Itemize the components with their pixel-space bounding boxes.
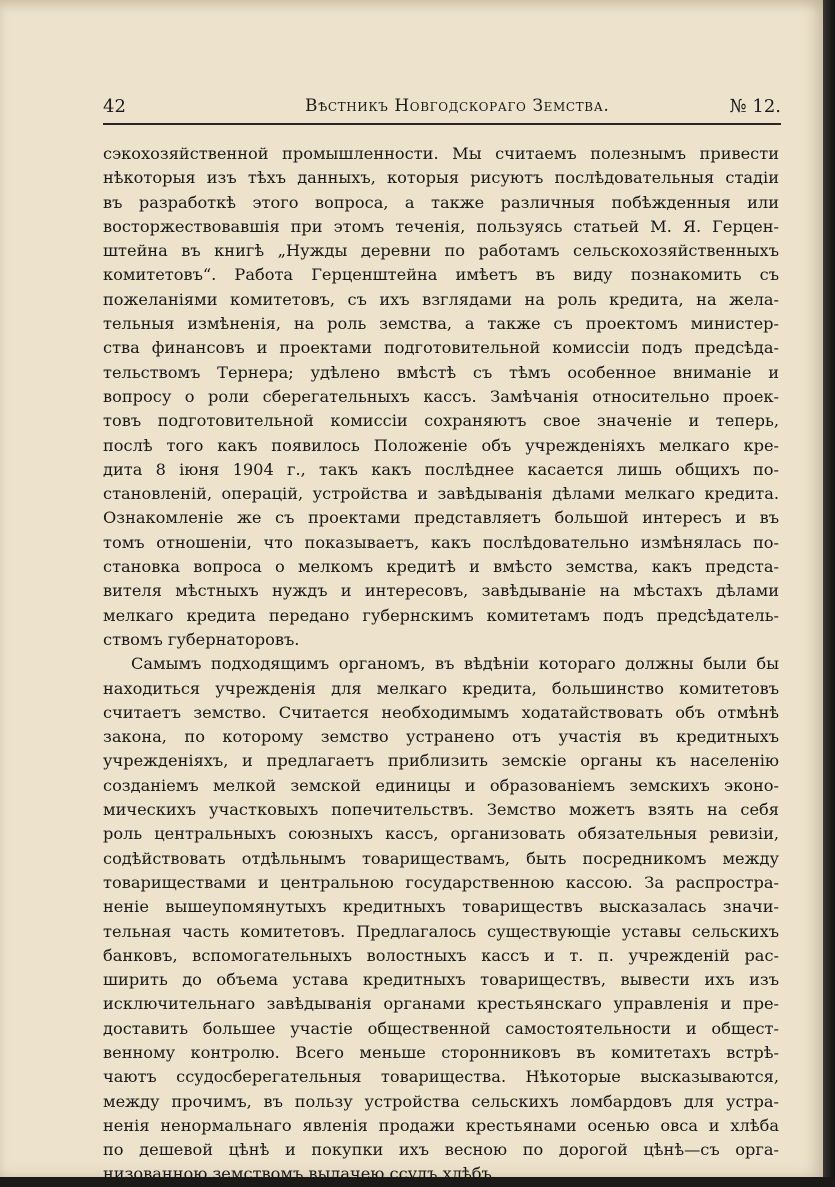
text-line: Ознакомленіе же съ проектами представляетъ большой интересъ и въ: [103, 508, 779, 528]
text-line: ненія ненормальнаго явленія продажи крестьянами осенью овса и хлѣба: [103, 1115, 779, 1135]
text-line: ствомъ губернаторовъ.: [103, 629, 300, 649]
text-line: между прочимъ, въ пользу устройства сельскихъ ломбардовъ для устра-: [103, 1091, 779, 1111]
text-line: вителя мѣстныхъ нуждъ и интересовъ, завѣдываніе на мѣстахъ дѣлами: [103, 581, 779, 601]
text-line: пожеланіями комитетовъ, съ ихъ взглядами на роль кредита, на жела-: [103, 289, 779, 309]
text-line: чаютъ ссудосберегательныя товарищества. Нѣкоторые высказываются,: [103, 1067, 779, 1087]
header-rule: [103, 123, 781, 125]
text-line: исключительнаго завѣдыванія органами крестьянскаго управленія и пре-: [103, 994, 779, 1014]
text-line: тельныя измѣненія, на роль земства, а также съ проектомъ министер-: [103, 314, 779, 334]
text-line: созданіемъ мелкой земской единицы и образованіемъ земскихъ эконо-: [103, 775, 779, 795]
text-line: неніе вышеупомянутыхъ кредитныхъ товариществъ высказалась значи-: [103, 897, 779, 917]
text-line: въ разработкѣ этого вопроса, а также различныя побѣжденныя или: [103, 192, 779, 212]
text-line: роль центральныхъ союзныхъ кассъ, организовать обязательныя ревизіи,: [103, 824, 779, 844]
text-line: доставить большее участіе общественной самостоятельности и общест-: [103, 1018, 779, 1038]
page-edge: [823, 0, 835, 1177]
text-line: сэкохозяйственной промышленности. Мы считаемъ полезнымъ привести: [103, 144, 779, 163]
article-body: [103, 142, 779, 1187]
text-line: становленій, операцій, устройства и завѣдыванія дѣлами мелкаго кредита.: [103, 484, 779, 504]
text-line: банковъ, вспомогательныхъ волостныхъ кассъ и т. п. учрежденій рас-: [103, 945, 779, 965]
text-line: нѣкоторыя изъ тѣхъ данныхъ, которыя рисуютъ послѣдовательныя стадіи: [103, 168, 779, 188]
text-line: томъ отношеніи, что показываетъ, какъ послѣдовательно измѣнялась по-: [103, 532, 779, 552]
text-line: комитетовъ“. Работа Герценштейна имѣетъ въ виду познакомить съ: [103, 265, 779, 285]
paragraph: [103, 142, 779, 652]
text-line: тельствомъ Тернера; удѣлено вмѣстѣ съ тѣмъ особенное вниманіе и: [103, 362, 779, 382]
text-line: учрежденіяхъ, и предлагаетъ приблизить земскіе органы къ населенію: [103, 751, 779, 771]
text-line: считаетъ земство. Считается необходимымъ ходатайствовать объ отмѣнѣ: [103, 702, 779, 722]
paragraph: [103, 652, 779, 1187]
text-line: венному контролю. Всего меньше сторонниковъ въ комитетахъ встрѣ-: [103, 1042, 779, 1062]
text-line: по дешевой цѣнѣ и покупки ихъ весною по дорогой цѣнѣ—съ орга-: [103, 1140, 779, 1160]
issue-number: № 12.: [729, 96, 781, 117]
text-line: восторжествовавшія при этомъ теченія, пользуясь статьей М. Я. Герцен-: [103, 216, 779, 236]
text-line: закона, по которому земство устранено отъ участія въ кредитныхъ: [103, 727, 779, 747]
page-header: [103, 94, 781, 120]
text-line: послѣ того какъ появилось Положеніе объ учрежденіяхъ мелкаго кре-: [103, 435, 779, 455]
page-number: 42: [103, 96, 126, 117]
text-line: содѣйствовать отдѣльнымъ товариществамъ, быть посредникомъ между: [103, 848, 779, 868]
text-line: штейна въ книгѣ „Нужды деревни по работамъ сельскохозяйственныхъ: [103, 241, 779, 261]
text-line: мелкаго кредита передано губернскимъ комитетамъ подъ предсѣдатель-: [103, 605, 779, 625]
text-line: товъ подготовительной комиссіи сохраняютъ свое значеніе и теперь,: [103, 411, 779, 431]
text-line: низованною земствомъ выдачею ссудъ хлѣбъ.: [103, 1164, 497, 1184]
text-line: тельная часть комитетовъ. Предлагалось существующіе уставы сельскихъ: [103, 921, 779, 941]
text-line: Самымъ подходящимъ органомъ, въ вѣдѣніи котораго должны были бы: [131, 654, 779, 674]
text-line: вопросу о роли сберегательныхъ кассъ. Замѣчанія относительно проек-: [103, 386, 779, 406]
text-line: товариществами и центральною государственною кассою. За распростра-: [103, 872, 779, 892]
text-line: мическихъ участковыхъ попечительствъ. Земство можетъ взять на себя: [103, 800, 779, 820]
text-line: ства финансовъ и проектами подготовительной комиссіи подъ предсѣда-: [103, 338, 779, 358]
text-line: дита 8 іюня 1904 г., такъ какъ послѣднее касается лишь общихъ по-: [103, 459, 779, 479]
text-line: ширить до объема устава кредитныхъ товариществъ, вывести ихъ изъ: [103, 970, 779, 990]
text-line: становка вопроса о мелкомъ кредитѣ и вмѣсто земства, какъ предста-: [103, 557, 779, 577]
running-title: Вѣстникъ Новгодскораго Земства.: [305, 96, 610, 116]
text-line: находиться учрежденія для мелкаго кредита, большинство комитетовъ: [103, 678, 779, 698]
